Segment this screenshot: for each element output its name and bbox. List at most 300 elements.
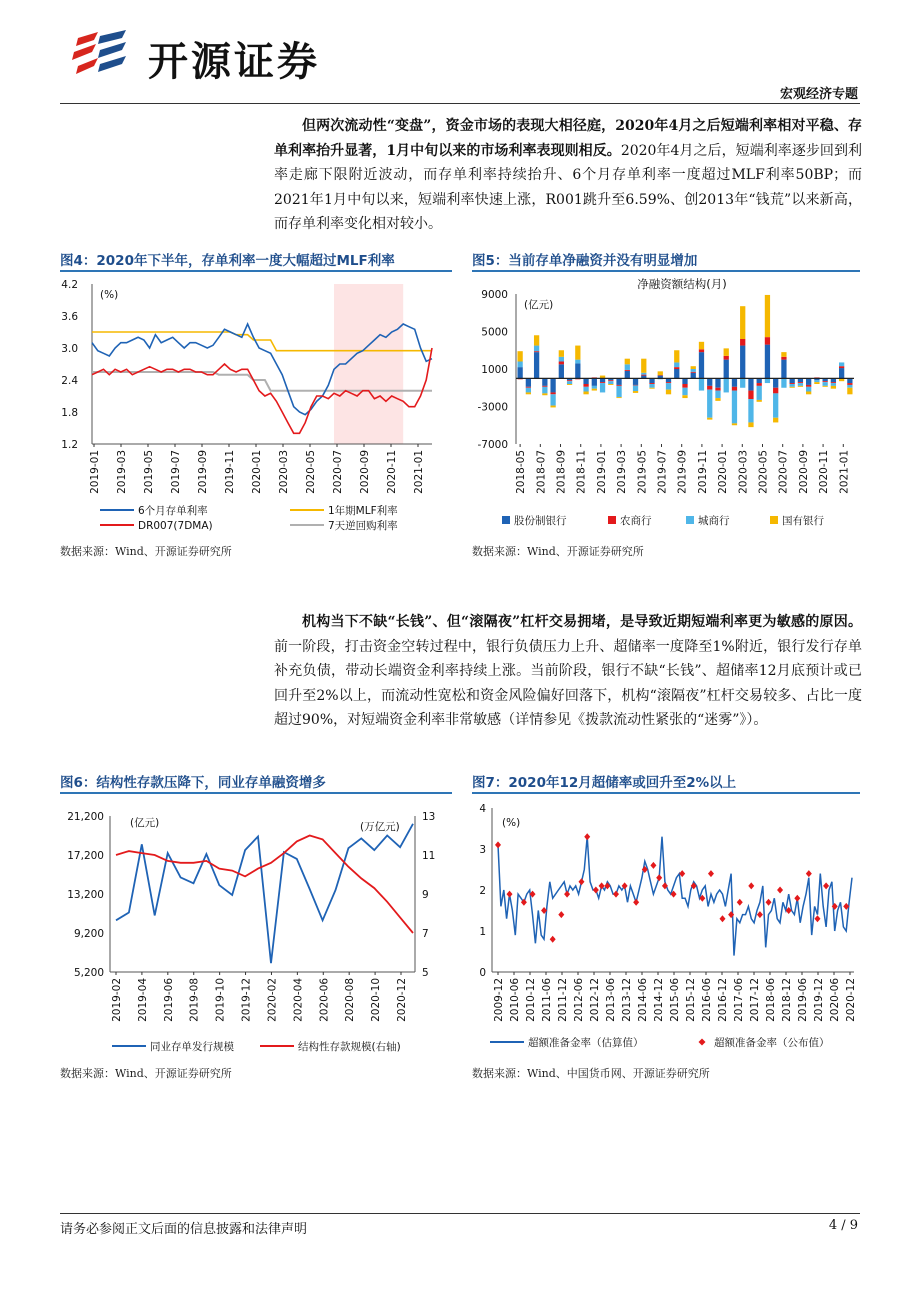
fig6-left-ytick-1: 17,200 bbox=[67, 850, 104, 862]
fig5-ytick-0: 9000 bbox=[481, 289, 508, 301]
fig7-ytick-2: 2 bbox=[479, 885, 486, 897]
fig5-bar-0-22 bbox=[699, 352, 704, 378]
fig5-bar-2-8 bbox=[583, 387, 588, 392]
fig5-bar-1-1 bbox=[526, 387, 531, 388]
fig5-bar-3-19 bbox=[674, 350, 679, 362]
fig5-bar-2-0 bbox=[517, 362, 522, 368]
fig5-bar-0-40 bbox=[847, 378, 852, 383]
fig5-bar-3-6 bbox=[567, 384, 572, 385]
fig5-bar-0-24 bbox=[715, 378, 720, 387]
fig5-bar-0-33 bbox=[790, 378, 795, 383]
fig6-left-ytick-3: 9,200 bbox=[73, 928, 104, 940]
fig7-point-35 bbox=[814, 915, 820, 922]
fig5-xtick-11: 2020-03 bbox=[737, 450, 750, 494]
fig5-bar-2-15 bbox=[641, 373, 646, 375]
fig5-bar-1-23 bbox=[707, 386, 712, 390]
fig5-source: 数据来源：Wind、开源证券研究所 bbox=[472, 545, 644, 558]
fig6-xtick-11: 2020-12 bbox=[396, 978, 408, 1022]
fig6-unit-left: (亿元) bbox=[130, 817, 160, 829]
fig5-bar-2-10 bbox=[600, 383, 605, 392]
fig5-xtick-3: 2018-11 bbox=[575, 450, 588, 494]
fig5-bar-1-16 bbox=[649, 383, 654, 384]
fig5-bar-3-13 bbox=[625, 359, 630, 365]
fig5-xtick-2: 2018-09 bbox=[555, 450, 568, 494]
fig5-bar-1-26 bbox=[732, 387, 737, 391]
fig5-bar-2-39 bbox=[839, 362, 844, 366]
fig7-chart bbox=[472, 796, 860, 1058]
fig5-bar-1-30 bbox=[765, 337, 770, 345]
fig5-bar-2-26 bbox=[732, 391, 737, 424]
fig5-bar-1-2 bbox=[534, 351, 539, 352]
fig5-bar-3-34 bbox=[798, 386, 803, 387]
fig7-legend-1-label: 超额准备金率（公布值） bbox=[714, 1037, 830, 1049]
fig7-xtick-17: 2018-06 bbox=[765, 978, 777, 1022]
fig5-bar-3-37 bbox=[823, 386, 828, 387]
fig5-bar-0-8 bbox=[583, 378, 588, 384]
fig5-bar-2-6 bbox=[567, 381, 572, 384]
fig5-bar-3-7 bbox=[575, 346, 580, 360]
footer-disclaimer: 请务必参阅正文后面的信息披露和法律声明 bbox=[60, 1222, 308, 1237]
fig5-legend-3-label: 国有银行 bbox=[782, 515, 824, 527]
fig5-bar-1-27 bbox=[740, 339, 745, 346]
fig5-bar-1-32 bbox=[781, 357, 786, 360]
fig5-bar-2-35 bbox=[806, 387, 811, 392]
fig5-bar-2-30 bbox=[765, 378, 770, 383]
fig7-xtick-1: 2010-06 bbox=[509, 978, 521, 1022]
fig7-point-17 bbox=[650, 862, 656, 869]
fig5-xtick-7: 2019-07 bbox=[656, 450, 669, 494]
fig5-bar-3-40 bbox=[847, 388, 852, 395]
fig7-xtick-18: 2018-12 bbox=[781, 978, 793, 1022]
fig4-legend-2-label: DR007(7DMA) bbox=[138, 520, 213, 532]
fig5-bar-0-35 bbox=[806, 378, 811, 385]
fig5-bar-2-40 bbox=[847, 385, 852, 388]
fig5-bar-1-11 bbox=[608, 380, 613, 381]
fig5-bar-3-15 bbox=[641, 359, 646, 373]
fig5-bar-0-5 bbox=[559, 364, 564, 378]
fig6-left-ytick-4: 5,200 bbox=[73, 967, 104, 979]
fig5-chart-title: 净融资额结构(月) bbox=[637, 277, 727, 291]
fig6-xtick-6: 2020-02 bbox=[266, 978, 279, 1022]
fig5-bar-3-32 bbox=[781, 352, 786, 357]
fig7-xtick-6: 2012-12 bbox=[589, 978, 601, 1022]
fig7-xtick-16: 2017-12 bbox=[749, 978, 761, 1022]
fig4-ytick-2: 3.0 bbox=[61, 343, 78, 355]
fig5-bar-3-38 bbox=[831, 386, 836, 389]
fig5-bar-3-11 bbox=[608, 384, 613, 385]
fig5-bar-2-34 bbox=[798, 383, 803, 386]
fig5-bar-2-27 bbox=[740, 378, 745, 387]
fig5-bar-3-22 bbox=[699, 342, 704, 350]
fig5-bar-0-30 bbox=[765, 345, 770, 379]
fig4-xtick-4: 2019-09 bbox=[197, 450, 209, 494]
fig4-ytick-1: 3.6 bbox=[61, 311, 78, 323]
fig7-title: 图7：2020年12月超储率或回升至2%以上 bbox=[472, 775, 737, 791]
fig7-point-5 bbox=[550, 936, 556, 943]
paragraph-1-rest: 2020年4月之后，短端利率逐步回到利率走廊下限附近波动，而存单利率持续抬升、6个月存单利率一度超过MLF利率50BP；而2021年1月中旬以来，短端利率快速上涨，R001跳升至6.59%、创2013年“钱荒”以来新高，而存单利率变化相对较小。 bbox=[274, 142, 862, 233]
fig6-xtick-4: 2019-10 bbox=[214, 978, 227, 1022]
fig7-ytick-0: 4 bbox=[479, 803, 486, 815]
fig6-right-ytick-2: 9 bbox=[422, 889, 429, 901]
fig5-bar-1-12 bbox=[616, 385, 621, 386]
fig5-bar-0-2 bbox=[534, 352, 539, 378]
fig5-bar-2-5 bbox=[559, 357, 564, 362]
fig5-bar-0-14 bbox=[633, 378, 638, 385]
paragraph-1-lead: 但两次流动性“变盘”，资金市场的表现大相径庭，2020年4月之后短端利率相对平稳、存单利率抬升显著，1月中旬以来的市场利率表现则相反。 bbox=[274, 118, 862, 159]
fig7-point-8 bbox=[578, 878, 584, 885]
fig5-bar-3-21 bbox=[691, 366, 696, 369]
fig5-bar-2-24 bbox=[715, 391, 720, 399]
fig5-legend-3-swatch bbox=[770, 516, 778, 524]
fig6-xtick-1: 2019-04 bbox=[136, 978, 149, 1022]
fig6-title: 图6：结构性存款压降下，同业存单融资增多 bbox=[60, 775, 326, 791]
fig7-legend-1-swatch bbox=[699, 1039, 706, 1046]
fig7-ytick-4: 0 bbox=[479, 967, 486, 979]
fig6-xtick-10: 2020-10 bbox=[370, 978, 383, 1022]
fig5-bar-1-28 bbox=[748, 391, 753, 399]
fig4-xtick-5: 2019-11 bbox=[224, 450, 236, 494]
fig5-bar-1-14 bbox=[633, 385, 638, 386]
fig5-bar-0-16 bbox=[649, 378, 654, 383]
fig5-bar-0-19 bbox=[674, 369, 679, 378]
fig4-xtick-3: 2019-07 bbox=[170, 450, 182, 494]
fig7-xtick-9: 2014-06 bbox=[637, 978, 649, 1022]
fig5-bar-3-16 bbox=[649, 388, 654, 389]
fig6-chart bbox=[60, 796, 452, 1058]
fig5-bar-2-9 bbox=[592, 386, 597, 389]
header-rule bbox=[60, 103, 860, 104]
fig7-point-15 bbox=[633, 899, 639, 906]
fig5-xtick-9: 2019-11 bbox=[696, 450, 709, 494]
fig6-right-ytick-4: 5 bbox=[422, 967, 429, 979]
fig6-xtick-9: 2020-08 bbox=[344, 978, 357, 1022]
fig5-bar-0-0 bbox=[517, 367, 522, 378]
fig5-bar-0-1 bbox=[526, 378, 531, 386]
fig7-xtick-7: 2013-06 bbox=[605, 978, 617, 1022]
fig5-bar-2-23 bbox=[707, 390, 712, 418]
fig7-xtick-13: 2016-06 bbox=[701, 978, 713, 1022]
fig4-xtick-11: 2020-11 bbox=[386, 450, 398, 494]
fig4-xtick-6: 2020-01 bbox=[251, 450, 263, 494]
fig5-xtick-4: 2019-01 bbox=[595, 450, 608, 494]
fig6-unit-right: (万亿元) bbox=[360, 821, 400, 833]
fig7-xtick-21: 2020-06 bbox=[829, 978, 841, 1022]
fig6-xtick-7: 2020-04 bbox=[292, 978, 305, 1022]
fig5-bar-1-25 bbox=[724, 356, 729, 360]
fig6-title-rule bbox=[60, 792, 452, 794]
fig5-bar-3-35 bbox=[806, 392, 811, 395]
fig5-bar-1-6 bbox=[567, 380, 572, 381]
fig4-xtick-9: 2020-07 bbox=[332, 450, 344, 494]
fig5-bar-2-3 bbox=[542, 387, 547, 394]
fig7-point-27 bbox=[737, 899, 743, 906]
fig5-bar-3-33 bbox=[790, 387, 795, 388]
fig7-xtick-2: 2010-12 bbox=[525, 978, 537, 1022]
fig5-bar-2-16 bbox=[649, 384, 654, 388]
fig5-xtick-16: 2021-01 bbox=[838, 450, 851, 494]
fig5-xtick-14: 2020-09 bbox=[797, 450, 810, 494]
fig5-bar-2-11 bbox=[608, 381, 613, 384]
fig5-bar-2-33 bbox=[790, 384, 795, 387]
fig5-bar-0-23 bbox=[707, 378, 712, 386]
fig4-chart bbox=[60, 274, 452, 536]
fig5-bar-3-28 bbox=[748, 422, 753, 427]
fig5-bar-1-18 bbox=[666, 382, 671, 383]
fig4-legend-0-label: 6个月存单利率 bbox=[138, 505, 208, 517]
fig7-point-6 bbox=[558, 911, 564, 918]
fig5-bar-3-12 bbox=[616, 397, 621, 398]
fig5-bar-2-29 bbox=[757, 386, 762, 400]
fig7-point-13 bbox=[613, 891, 619, 898]
fig5-ytick-3: -3000 bbox=[477, 401, 508, 414]
fig5-bar-0-21 bbox=[691, 373, 696, 379]
fig6-xtick-3: 2019-08 bbox=[188, 978, 201, 1022]
fig7-unit: (%) bbox=[502, 817, 521, 829]
fig4-ytick-5: 1.2 bbox=[61, 439, 78, 451]
fig5-bar-2-38 bbox=[831, 383, 836, 386]
page-number: 4 / 9 bbox=[828, 1218, 858, 1233]
fig7-point-31 bbox=[777, 887, 783, 894]
fig5-bar-2-4 bbox=[550, 394, 555, 405]
fig5-bar-1-29 bbox=[757, 383, 762, 386]
fig5-bar-2-21 bbox=[691, 369, 696, 372]
fig5-bar-3-5 bbox=[559, 350, 564, 357]
fig7-point-30 bbox=[766, 899, 772, 906]
fig7-point-33 bbox=[794, 895, 800, 902]
fig5-bar-3-26 bbox=[732, 423, 737, 425]
fig7-point-1 bbox=[507, 891, 513, 898]
fig7-legend-0-label: 超额准备金率（估算值） bbox=[528, 1037, 644, 1049]
fig5-bar-3-27 bbox=[740, 306, 745, 339]
fig5-bar-3-23 bbox=[707, 418, 712, 420]
fig5-bar-0-39 bbox=[839, 368, 844, 378]
fig6-right-ytick-3: 7 bbox=[422, 928, 429, 940]
fig5-bar-1-34 bbox=[798, 382, 803, 383]
fig5-bar-0-26 bbox=[732, 378, 737, 386]
fig5-bar-2-13 bbox=[625, 364, 630, 370]
fig5-bar-1-38 bbox=[831, 382, 836, 383]
fig7-point-36 bbox=[823, 882, 829, 889]
fig5-legend-2-swatch bbox=[686, 516, 694, 524]
fig5-xtick-8: 2019-09 bbox=[676, 450, 689, 494]
fig5-bar-3-0 bbox=[517, 351, 522, 361]
fig7-point-9 bbox=[584, 833, 590, 840]
fig5-bar-0-28 bbox=[748, 378, 753, 390]
fig5-bar-2-22 bbox=[699, 378, 704, 390]
fig7-xtick-14: 2016-12 bbox=[717, 978, 729, 1022]
fig4-title-rule bbox=[60, 270, 452, 272]
fig5-xtick-5: 2019-03 bbox=[616, 450, 629, 494]
fig4-source: 数据来源：Wind、开源证券研究所 bbox=[60, 545, 232, 558]
paragraph-2-lead: 机构当下不缺“长钱”、但“滚隔夜”杠杆交易拥堵，是导致近期短端利率更为敏感的原因。 bbox=[302, 614, 862, 630]
fig7-xtick-19: 2019-06 bbox=[797, 978, 809, 1022]
fig5-bar-2-28 bbox=[748, 399, 753, 422]
fig7-xtick-3: 2011-06 bbox=[541, 978, 553, 1022]
fig4-xtick-2: 2019-05 bbox=[143, 450, 155, 494]
fig7-point-7 bbox=[564, 891, 570, 898]
fig5-xtick-12: 2020-05 bbox=[757, 450, 770, 494]
fig5-bar-0-9 bbox=[592, 378, 597, 386]
fig4-legend-1-label: 1年期MLF利率 bbox=[328, 505, 398, 517]
fig5-ytick-1: 5000 bbox=[481, 326, 508, 339]
fig5-bar-0-3 bbox=[542, 378, 547, 386]
fig5-bar-3-3 bbox=[542, 393, 547, 395]
fig5-bar-3-25 bbox=[724, 348, 729, 356]
fig5-bar-3-30 bbox=[765, 295, 770, 337]
fig5-xtick-15: 2020-11 bbox=[818, 450, 831, 494]
fig7-point-10 bbox=[593, 887, 599, 894]
fig5-bar-2-32 bbox=[781, 378, 786, 387]
fig7-xtick-20: 2019-12 bbox=[813, 978, 825, 1022]
fig5-bar-3-20 bbox=[682, 395, 687, 398]
fig5-bar-0-20 bbox=[682, 378, 687, 384]
fig5-bar-0-31 bbox=[773, 378, 778, 387]
fig7-xtick-11: 2015-06 bbox=[669, 978, 681, 1022]
fig4-xtick-0: 2019-01 bbox=[89, 450, 101, 494]
fig5-bar-1-17 bbox=[658, 375, 663, 376]
fig7-point-28 bbox=[748, 882, 754, 889]
report-section-label: 宏观经济专题 bbox=[779, 87, 858, 102]
fig5-bar-1-21 bbox=[691, 372, 696, 373]
fig5-xtick-13: 2020-07 bbox=[777, 450, 790, 494]
fig5-bar-1-8 bbox=[583, 384, 588, 387]
fig5-xtick-10: 2020-01 bbox=[717, 450, 730, 494]
fig5-bar-3-17 bbox=[658, 371, 663, 375]
fig5-bar-1-4 bbox=[550, 392, 555, 394]
fig5-xtick-1: 2018-07 bbox=[535, 450, 548, 494]
fig7-xtick-0: 2009-12 bbox=[493, 978, 505, 1022]
fig5-bar-1-37 bbox=[823, 381, 828, 382]
fig7-xtick-12: 2015-12 bbox=[685, 978, 697, 1022]
fig4-xtick-10: 2020-09 bbox=[359, 450, 371, 494]
fig5-bar-2-37 bbox=[823, 382, 828, 386]
fig4-ytick-3: 2.4 bbox=[61, 375, 78, 387]
fig5-bar-3-8 bbox=[583, 392, 588, 395]
fig5-legend-1-label: 农商行 bbox=[620, 515, 652, 527]
fig7-source: 数据来源：Wind、中国货币网、开源证券研究所 bbox=[472, 1067, 710, 1080]
fig6-right-ytick-1: 11 bbox=[422, 850, 436, 862]
fig7-point-29 bbox=[757, 911, 763, 918]
fig7-point-24 bbox=[708, 870, 714, 877]
fig6-legend-1-label: 结构性存款规模(右轴) bbox=[298, 1041, 401, 1053]
fig5-unit: (亿元) bbox=[524, 299, 554, 311]
fig5-bar-3-14 bbox=[633, 391, 638, 393]
fig5-bar-1-15 bbox=[641, 375, 646, 376]
fig7-xtick-10: 2014-12 bbox=[653, 978, 665, 1022]
fig5-bar-0-27 bbox=[740, 346, 745, 379]
fig7-xtick-8: 2013-12 bbox=[621, 978, 633, 1022]
company-name: 开源证券 bbox=[148, 39, 320, 85]
fig6-xtick-0: 2019-02 bbox=[111, 978, 123, 1022]
fig7-ytick-3: 1 bbox=[479, 926, 486, 938]
fig5-bar-1-5 bbox=[559, 362, 564, 365]
fig5-bar-3-1 bbox=[526, 392, 531, 394]
fig6-xtick-2: 2019-06 bbox=[162, 978, 175, 1022]
fig7-xtick-22: 2020-12 bbox=[845, 978, 857, 1022]
fig4-unit: (%) bbox=[100, 289, 119, 301]
fig5-bar-2-20 bbox=[682, 388, 687, 396]
fig5-bar-2-7 bbox=[575, 360, 580, 364]
fig6-legend-0-label: 同业存单发行规模 bbox=[150, 1041, 234, 1053]
fig5-bar-0-29 bbox=[757, 378, 762, 383]
fig6-left-ytick-2: 13,200 bbox=[67, 889, 104, 901]
paragraph-2-rest: 前一阶段，打击资金空转过程中，银行负债压力上升、超储率一度降至1%附近，银行发行存单补充负债，带动长端资金利率持续上涨。当前阶段，银行不缺“长钱”、超储率12月底预计或已回升至2%以上，而流动性宽松和资金风险偏好回落下，机构“滚隔夜”杠杆交易较多、占比一度超过90%，对短端资金利率非常敏感（详情参见《拨款流动性紧张的“迷雾”》）。 bbox=[274, 638, 862, 729]
fig5-legend-2-label: 城商行 bbox=[698, 515, 730, 527]
fig5-bar-3-4 bbox=[550, 406, 555, 408]
fig5-bar-2-19 bbox=[674, 362, 679, 367]
fig5-bar-1-20 bbox=[682, 384, 687, 388]
fig7-xtick-15: 2017-06 bbox=[733, 978, 745, 1022]
fig5-bar-2-12 bbox=[616, 386, 621, 397]
fig7-point-34 bbox=[806, 870, 812, 877]
fig7-ytick-1: 3 bbox=[479, 844, 486, 856]
fig5-bar-1-3 bbox=[542, 386, 547, 387]
fig5-bar-2-1 bbox=[526, 388, 531, 393]
fig5-bar-0-32 bbox=[781, 360, 786, 379]
fig5-bar-2-25 bbox=[724, 378, 729, 392]
fig7-point-25 bbox=[719, 915, 725, 922]
fig6-xtick-5: 2019-12 bbox=[240, 978, 253, 1022]
fig4-ytick-0: 4.2 bbox=[61, 279, 78, 291]
fig5-bar-3-18 bbox=[666, 390, 671, 395]
fig5-bar-1-33 bbox=[790, 383, 795, 384]
fig4-title: 图4：2020年下半年，存单利率一度大幅超过MLF利率 bbox=[60, 253, 395, 269]
fig7-title-rule bbox=[472, 792, 860, 794]
fig5-legend-0-swatch bbox=[502, 516, 510, 524]
fig7-point-18 bbox=[656, 874, 662, 881]
fig4-xtick-8: 2020-05 bbox=[305, 450, 317, 494]
fig5-bar-0-13 bbox=[625, 371, 630, 379]
fig4-xtick-1: 2019-03 bbox=[116, 450, 128, 494]
fig5-bar-3-9 bbox=[592, 389, 597, 391]
fig5-bar-3-2 bbox=[534, 335, 539, 345]
fig4-xtick-7: 2020-03 bbox=[278, 450, 290, 494]
fig7-xtick-4: 2011-12 bbox=[557, 978, 569, 1022]
fig5-bar-3-24 bbox=[715, 398, 720, 401]
company-logo bbox=[70, 28, 132, 84]
fig5-bar-0-25 bbox=[724, 360, 729, 379]
fig5-bar-2-18 bbox=[666, 383, 671, 390]
fig5-title-rule bbox=[472, 270, 860, 272]
logo-mark-icon bbox=[70, 28, 132, 84]
fig5-bar-0-12 bbox=[616, 378, 621, 385]
fig5-bar-1-40 bbox=[847, 383, 852, 385]
fig5-bar-0-7 bbox=[575, 363, 580, 378]
fig5-bar-1-22 bbox=[699, 349, 704, 352]
fig5-bar-3-36 bbox=[814, 382, 819, 384]
fig5-xtick-0: 2018-05 bbox=[515, 450, 528, 494]
fig6-right-ytick-0: 13 bbox=[422, 811, 436, 823]
fig5-bar-2-2 bbox=[534, 346, 539, 352]
fig4-legend-3-label: 7天逆回购利率 bbox=[328, 520, 398, 532]
fig7-point-0 bbox=[495, 841, 501, 848]
fig5-title: 图5：当前存单净融资并没有明显增加 bbox=[472, 253, 698, 269]
fig6-xtick-8: 2020-06 bbox=[318, 978, 331, 1022]
fig4-ytick-4: 1.8 bbox=[61, 407, 78, 419]
fig5-bar-0-4 bbox=[550, 378, 555, 392]
fig5-bar-3-31 bbox=[773, 418, 778, 423]
body-paragraph-2 bbox=[274, 610, 862, 733]
fig5-bar-2-36 bbox=[814, 380, 819, 382]
fig5-bar-2-31 bbox=[773, 393, 778, 417]
body-paragraph-1 bbox=[274, 114, 862, 237]
fig5-bar-1-10 bbox=[600, 382, 605, 383]
fig5-ytick-2: 1000 bbox=[481, 364, 508, 376]
fig5-legend-0-label: 股份制银行 bbox=[514, 515, 567, 527]
fig5-bar-1-35 bbox=[806, 385, 811, 387]
fig7-xtick-5: 2012-06 bbox=[573, 978, 585, 1022]
fig5-ytick-4: -7000 bbox=[477, 439, 508, 451]
